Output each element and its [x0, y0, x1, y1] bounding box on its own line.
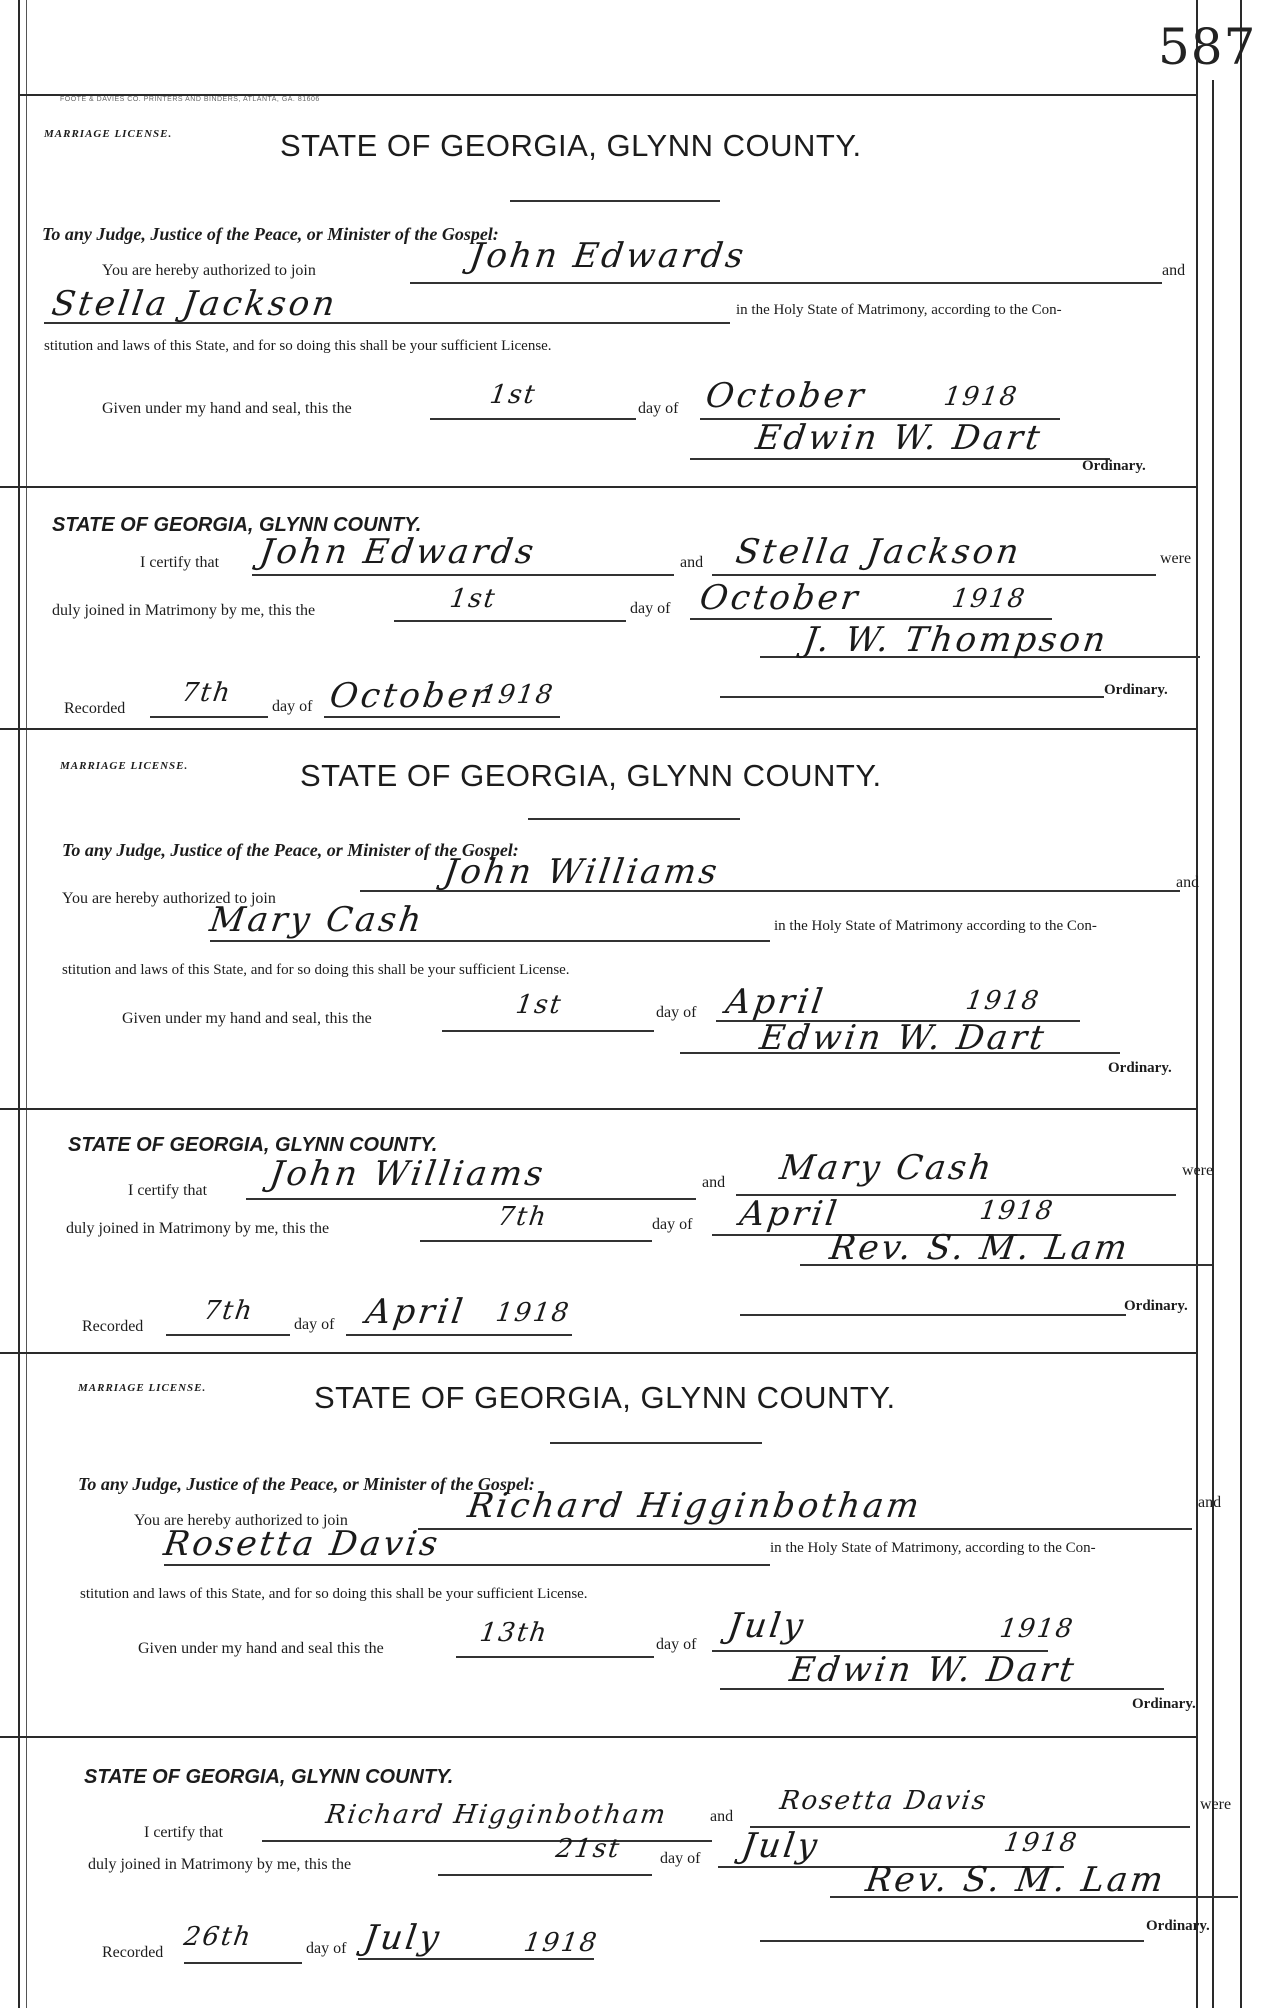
- constitution-text: stitution and laws of this State, and for so doing this shall be your sufficient License.: [62, 962, 570, 978]
- recorded-day-of: day of: [294, 1316, 335, 1333]
- recorded-ordinary-label: Ordinary.: [1104, 682, 1168, 698]
- holy-state-text: in the Holy State of Matrimony, according to the Con-: [770, 1540, 1096, 1556]
- license-year: 1918: [963, 986, 1043, 1016]
- recorded-ordinary-line: [760, 1940, 1144, 1942]
- duly-text: duly joined in Matrimony by me, this the: [66, 1220, 330, 1237]
- cert-bride: Rosetta Davis: [777, 1786, 990, 1816]
- ordinary-signature: Edwin W. Dart: [757, 1018, 1050, 1058]
- groom-name: Richard Higginbotham: [465, 1486, 925, 1526]
- cert-day-of: day of: [660, 1850, 701, 1867]
- were-text: were: [1160, 550, 1192, 567]
- license-label: MARRIAGE LICENSE.: [78, 1382, 207, 1394]
- constitution-text: stitution and laws of this State, and for so doing this shall be your sufficient License.: [80, 1586, 588, 1602]
- recorded-month-line: [346, 1334, 572, 1336]
- holy-state-text: in the Holy State of Matrimony according to the Con-: [774, 918, 1097, 934]
- cert-and-text: and: [680, 554, 704, 571]
- ordinary-label: Ordinary.: [1132, 1696, 1196, 1712]
- marriage-day: 21st: [553, 1834, 623, 1864]
- marriage-year: 1918: [949, 584, 1029, 614]
- recorded-day-of: day of: [272, 698, 313, 715]
- license-year: 1918: [997, 1614, 1077, 1644]
- certify-text: I certify that: [144, 1824, 224, 1841]
- given-text: Given under my hand and seal this the: [138, 1640, 384, 1657]
- ordinary-signature: Edwin W. Dart: [787, 1650, 1080, 1690]
- cert-day-of: day of: [630, 600, 671, 617]
- recorded-year: 1918: [493, 1298, 573, 1328]
- given-text: Given under my hand and seal, this the: [122, 1010, 372, 1027]
- marriage-day-line: [420, 1240, 652, 1242]
- heading-rule: [510, 200, 720, 202]
- heading-rule: [550, 1442, 762, 1444]
- recorded-ordinary-line: [720, 696, 1104, 698]
- bride-name: Stella Jackson: [49, 284, 341, 324]
- ordinary-signature: Edwin W. Dart: [753, 418, 1046, 458]
- marriage-day-line: [438, 1874, 652, 1876]
- marriage-month: October: [697, 578, 863, 618]
- recorded-ordinary-label: Ordinary.: [1146, 1918, 1210, 1934]
- right-border-c: [1240, 0, 1242, 2008]
- marriage-month: July: [739, 1826, 823, 1866]
- license-heading: STATE OF GEORGIA, GLYNN COUNTY.: [300, 758, 882, 793]
- marriage-day-line: [394, 620, 626, 622]
- recorded-day: 26th: [181, 1922, 255, 1952]
- officiant-signature: Rev. S. M. Lam: [863, 1860, 1169, 1900]
- groom-line: [410, 282, 1162, 284]
- recorded-ordinary-label: Ordinary.: [1124, 1298, 1188, 1314]
- cert-groom: John Williams: [267, 1154, 549, 1194]
- authorized-text: You are hereby authorized to join: [62, 890, 276, 907]
- marriage-year: 1918: [977, 1196, 1057, 1226]
- license-label: MARRIAGE LICENSE.: [60, 760, 189, 772]
- recorded-year: 1918: [521, 1928, 601, 1958]
- right-border-b: [1212, 80, 1214, 2008]
- recorded-text: Recorded: [82, 1318, 144, 1335]
- license-day-line: [442, 1030, 654, 1032]
- officiant-signature: J. W. Thompson: [801, 620, 1111, 660]
- were-text: were: [1182, 1162, 1214, 1179]
- marriage-day: 7th: [495, 1202, 550, 1232]
- were-text: were: [1200, 1796, 1232, 1813]
- and-text: and: [1176, 874, 1200, 891]
- certify-text: I certify that: [140, 554, 220, 571]
- recorded-month: April: [363, 1292, 469, 1332]
- left-border-inner: [26, 0, 27, 2008]
- license-heading: STATE OF GEORGIA, GLYNN COUNTY.: [280, 128, 862, 163]
- license-day: 1st: [487, 380, 539, 410]
- constitution-text: stitution and laws of this State, and for so doing this shall be your sufficient License.: [44, 338, 552, 354]
- recorded-day-of: day of: [306, 1940, 347, 1957]
- recorded-day-line: [150, 716, 268, 718]
- address-line: To any Judge, Justice of the Peace, or Minister of the Gospel:: [42, 224, 499, 244]
- divider-1: [0, 486, 1198, 488]
- license-heading: STATE OF GEORGIA, GLYNN COUNTY.: [314, 1380, 896, 1415]
- recorded-text: Recorded: [102, 1944, 164, 1961]
- license-year: 1918: [941, 382, 1021, 412]
- groom-name: John Williams: [441, 852, 723, 892]
- marriage-year: 1918: [1001, 1828, 1081, 1858]
- groom-line: [418, 1528, 1192, 1530]
- page-number: 587: [1158, 18, 1257, 76]
- authorized-text: You are hereby authorized to join: [134, 1512, 348, 1529]
- bride-line: [210, 940, 770, 942]
- license-month: October: [703, 376, 869, 416]
- recorded-year: 1918: [477, 680, 557, 710]
- day-of-text: day of: [656, 1004, 697, 1021]
- recorded-day: 7th: [201, 1296, 256, 1326]
- given-text: Given under my hand and seal, this the: [102, 400, 352, 417]
- recorded-text: Recorded: [64, 700, 126, 717]
- cert-groom-line: [246, 1198, 696, 1200]
- cert-bride: Stella Jackson: [733, 532, 1025, 572]
- bride-name: Rosetta Davis: [161, 1524, 443, 1564]
- heading-rule: [528, 818, 740, 820]
- holy-state-text: in the Holy State of Matrimony, according to the Con-: [736, 302, 1062, 318]
- license-day-line: [456, 1656, 654, 1658]
- divider-3: [0, 1108, 1198, 1110]
- recorded-month: October: [327, 676, 493, 716]
- authorized-text: You are hereby authorized to join: [102, 262, 316, 279]
- recorded-day: 7th: [179, 678, 234, 708]
- ordinary-sign-line: [690, 458, 1110, 460]
- bride-name: Mary Cash: [207, 900, 427, 940]
- cert-bride-line: [712, 574, 1156, 576]
- cert-day-of: day of: [652, 1216, 693, 1233]
- divider-4: [0, 1352, 1198, 1354]
- address-line: To any Judge, Justice of the Peace, or Minister of the Gospel:: [78, 1474, 535, 1494]
- marriage-month: April: [737, 1194, 843, 1234]
- certificate-heading: STATE OF GEORGIA, GLYNN COUNTY.: [84, 1766, 454, 1788]
- recorded-ordinary-line: [740, 1314, 1126, 1316]
- address-line: To any Judge, Justice of the Peace, or Minister of the Gospel:: [62, 840, 519, 860]
- printer-line: FOOTE & DAVIES CO. PRINTERS AND BINDERS, ATLANTA, GA. 81606: [60, 96, 320, 103]
- license-day-line: [430, 418, 636, 420]
- certificate-heading: STATE OF GEORGIA, GLYNN COUNTY.: [52, 514, 422, 536]
- license-month: July: [725, 1606, 809, 1646]
- and-text: and: [1198, 1494, 1222, 1511]
- duly-text: duly joined in Matrimony by me, this the: [88, 1856, 352, 1873]
- divider-2: [0, 728, 1198, 730]
- cert-groom: John Edwards: [257, 532, 539, 572]
- officiant-signature: Rev. S. M. Lam: [827, 1228, 1133, 1268]
- ordinary-label: Ordinary.: [1108, 1060, 1172, 1076]
- bride-line: [164, 1564, 770, 1566]
- certify-text: I certify that: [128, 1182, 208, 1199]
- groom-name: John Edwards: [467, 236, 749, 276]
- day-of-text: day of: [656, 1636, 697, 1653]
- divider-5: [0, 1736, 1198, 1738]
- recorded-day-line: [184, 1962, 302, 1964]
- right-border-a: [1196, 0, 1198, 2008]
- marriage-day: 1st: [447, 584, 499, 614]
- license-day: 1st: [513, 990, 565, 1020]
- license-month: April: [723, 982, 829, 1022]
- cert-bride: Mary Cash: [777, 1148, 997, 1188]
- day-of-text: day of: [638, 400, 679, 417]
- certificate-heading: STATE OF GEORGIA, GLYNN COUNTY.: [68, 1134, 438, 1156]
- cert-groom: Richard Higginbotham: [323, 1800, 670, 1830]
- license-day: 13th: [477, 1618, 551, 1648]
- cert-and-text: and: [702, 1174, 726, 1191]
- and-text: and: [1162, 262, 1186, 279]
- cert-groom-line: [262, 1840, 712, 1842]
- duly-text: duly joined in Matrimony by me, this the: [52, 602, 316, 619]
- recorded-month: July: [361, 1918, 445, 1958]
- left-border-outer: [18, 0, 20, 2008]
- recorded-month-line: [324, 716, 560, 718]
- cert-groom-line: [252, 574, 674, 576]
- recorded-day-line: [166, 1334, 290, 1336]
- recorded-month-line: [358, 1958, 594, 1960]
- cert-and-text: and: [710, 1808, 734, 1825]
- license-label: MARRIAGE LICENSE.: [44, 128, 173, 140]
- ordinary-label: Ordinary.: [1082, 458, 1146, 474]
